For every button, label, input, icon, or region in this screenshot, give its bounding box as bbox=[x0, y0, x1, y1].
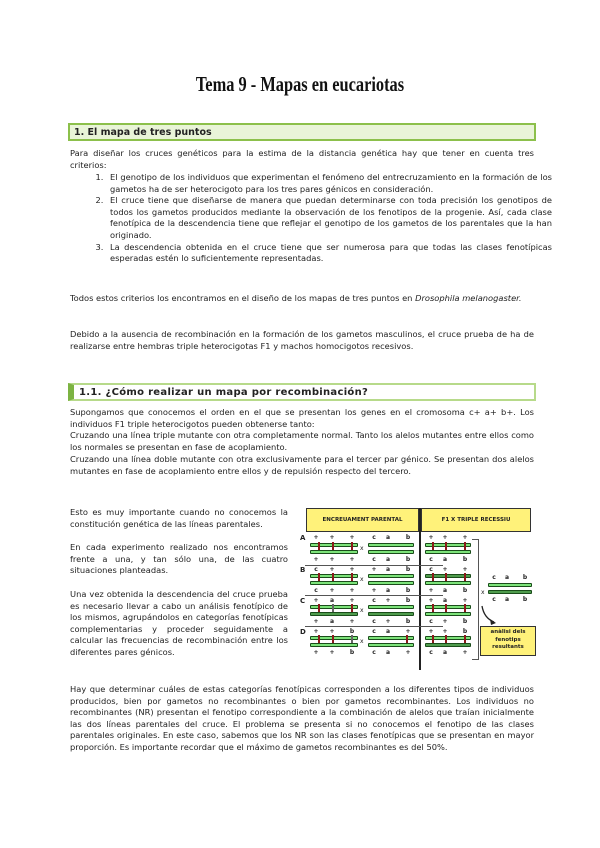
allele-label: c bbox=[429, 618, 433, 625]
allele-label: + bbox=[405, 628, 411, 635]
locus-mark bbox=[332, 542, 334, 550]
species-name: Drosophila melanogaster. bbox=[415, 293, 522, 303]
allele-label: a bbox=[329, 618, 335, 625]
locus-mark bbox=[445, 635, 447, 643]
allele-label: c bbox=[372, 618, 376, 625]
locus-mark bbox=[432, 542, 434, 550]
cross-symbol: x bbox=[481, 589, 485, 596]
section-heading-1-1: 1.1. ¿Cómo realizar un mapa por recombinación? bbox=[68, 383, 536, 401]
allele-label: b bbox=[522, 596, 528, 603]
tester-chromosome bbox=[488, 590, 532, 594]
row-label-d: D bbox=[300, 628, 306, 636]
column-divider bbox=[419, 508, 421, 670]
allele-label: a bbox=[385, 587, 391, 594]
allele-label: a bbox=[385, 628, 391, 635]
allele-label: a bbox=[385, 556, 391, 563]
allele-label: a bbox=[504, 574, 510, 581]
analysis-line: fenotips bbox=[495, 636, 521, 643]
allele-label: a bbox=[385, 534, 391, 541]
final-paragraph: Hay que determinar cuáles de estas categorías fenotípicas corresponden a los diferentes tipos de individuos producidos, bien por gametos no recombinantes o bien por gametos recombinantes. Los individuos no recombinantes (NR) presentan el fenotipo correspondiente a la combinación de alelos que traían inicialmente las dos líneas parentales del cruce. El problema se presenta si no conocemos el fenotipo de las clases parentales originales. En este caso, sabemos que los NR son las clases fenotípicas que se presentan en mayor proporción. Es importante recordar que el máximo de gametos recombinantes es del 50%. bbox=[70, 684, 534, 752]
allele-label: + bbox=[349, 556, 355, 563]
cross-symbol: x bbox=[360, 638, 364, 645]
locus-mark bbox=[351, 542, 353, 550]
chromosome bbox=[425, 643, 471, 647]
drosophila-paragraph bbox=[70, 293, 534, 305]
allele-label: + bbox=[385, 618, 391, 625]
allele-label: + bbox=[442, 566, 448, 573]
allele-label: a bbox=[442, 587, 448, 594]
allele-label: b bbox=[522, 574, 528, 581]
row-label-b: B bbox=[300, 566, 306, 574]
allele-label: + bbox=[349, 597, 355, 604]
allele-label: + bbox=[442, 628, 448, 635]
allele-label: + bbox=[329, 587, 335, 594]
row-label-c: C bbox=[300, 597, 306, 605]
allele-label: + bbox=[313, 649, 319, 656]
allele-label: b bbox=[405, 534, 411, 541]
row-label-a: A bbox=[300, 534, 306, 542]
locus-mark bbox=[432, 604, 434, 612]
section-heading-1: 1. El mapa de tres puntos bbox=[68, 123, 536, 141]
allele-label: + bbox=[349, 534, 355, 541]
locus-mark bbox=[445, 542, 447, 550]
chromosome bbox=[310, 612, 358, 616]
allele-label: b bbox=[462, 628, 468, 635]
locus-mark bbox=[332, 573, 334, 581]
analysis-box bbox=[480, 626, 536, 656]
allele-label: + bbox=[349, 587, 355, 594]
allele-label: + bbox=[428, 587, 434, 594]
allele-label: + bbox=[313, 597, 319, 604]
allele-label: b bbox=[405, 587, 411, 594]
cross-option-2: Cruzando una línea doble mutante con otra exclusivamente para el tercer par génico. Se presentan dos alelos mutantes en fase de acoplamiento entre ellos y de repulsión respecto del tercero. bbox=[70, 454, 534, 476]
allele-label: + bbox=[462, 649, 468, 656]
header-parental-cross: ENCREUAMENT PARENTAL bbox=[306, 508, 419, 532]
locus-mark bbox=[432, 635, 434, 643]
allele-label: + bbox=[428, 534, 434, 541]
chromosome bbox=[368, 605, 414, 609]
locus-mark bbox=[318, 635, 320, 643]
locus-mark bbox=[445, 573, 447, 581]
criterion-item: 3. La descendencia obtenida en el cruce tiene que ser numerosa para que todas las clases fenotípicas esperadas estén lo suficientemente representadas. bbox=[106, 242, 552, 265]
allele-label: c bbox=[372, 556, 376, 563]
allele-label: b bbox=[462, 587, 468, 594]
allele-label: a bbox=[442, 649, 448, 656]
allele-label: b bbox=[405, 597, 411, 604]
allele-label: + bbox=[462, 566, 468, 573]
criterion-item: 2. El cruce tiene que diseñarse de manera que puedan determinarse con toda precisión los genotipos de todos los gametos producidos mediante la observación de los fenotipos de la progenie. Así, cada clase fenotípica de la descendencia tiene que reflejar el genotipo de los gametos de los parentales que la han originado. bbox=[106, 195, 552, 241]
chromosome bbox=[368, 612, 414, 616]
allele-label: c bbox=[372, 649, 376, 656]
allele-label: b bbox=[349, 649, 355, 656]
locus-mark bbox=[318, 573, 320, 581]
drosophila-text: Todos estos criterios los encontramos en el diseño de los mapas de tres puntos en bbox=[70, 293, 416, 303]
allele-label: b bbox=[462, 556, 468, 563]
allele-label: + bbox=[313, 628, 319, 635]
allele-label: c bbox=[429, 556, 433, 563]
allele-label: + bbox=[329, 649, 335, 656]
allele-label: + bbox=[462, 534, 468, 541]
gene-order-paragraph: Supongamos que conocemos el orden en el que se presentan los genes en el cromosoma c+ a+ b+. Los individuos F1 triple heterocigotos pueden obtenerse tanto: bbox=[70, 407, 534, 429]
allele-label: a bbox=[385, 566, 391, 573]
locus-mark bbox=[464, 604, 466, 612]
allele-label: + bbox=[442, 534, 448, 541]
curved-arrow-icon bbox=[480, 604, 500, 626]
allele-label: + bbox=[371, 566, 377, 573]
allele-label: + bbox=[442, 618, 448, 625]
chromosome bbox=[368, 574, 414, 578]
tester-chromosome bbox=[488, 583, 532, 587]
allele-label: + bbox=[349, 618, 355, 625]
header-f1-test-cross: F1 X TRIPLE RECESSIU bbox=[421, 508, 531, 532]
chromosome bbox=[425, 612, 471, 616]
page-title: Tema 9 - Mapas en eucariotas bbox=[195, 72, 405, 96]
allele-label: b bbox=[462, 618, 468, 625]
left-column-para-3: Una vez obtenida la descendencia del cruce prueba es necesario llevar a cabo un análisis fenotípico de los mismos, agrupándolos en categorías fenotípicas complementarias y proceder seguidamente a calcular las frecuencias de recombinación entre los diferentes pares génicos. bbox=[70, 589, 288, 657]
allele-label: c bbox=[492, 596, 496, 603]
chromosome bbox=[368, 550, 414, 554]
allele-label: + bbox=[313, 534, 319, 541]
locus-mark bbox=[351, 604, 353, 612]
allele-label: c bbox=[372, 628, 376, 635]
allele-label: a bbox=[442, 597, 448, 604]
f1-bracket bbox=[472, 539, 479, 660]
locus-mark bbox=[445, 604, 447, 612]
locus-mark bbox=[318, 604, 320, 612]
crossing-diagram bbox=[300, 508, 540, 678]
allele-label: a bbox=[329, 597, 335, 604]
allele-label: + bbox=[428, 628, 434, 635]
locus-mark bbox=[464, 635, 466, 643]
analysis-line: resultants bbox=[492, 644, 524, 650]
cross-symbol: x bbox=[360, 607, 364, 614]
locus-mark bbox=[406, 635, 408, 643]
allele-label: + bbox=[405, 649, 411, 656]
analysis-line: anàlisi dels bbox=[490, 629, 526, 635]
allele-label: a bbox=[385, 649, 391, 656]
allele-label: c bbox=[372, 597, 376, 604]
allele-label: b bbox=[405, 618, 411, 625]
locus-mark bbox=[464, 573, 466, 581]
allele-label: c bbox=[429, 649, 433, 656]
allele-label: + bbox=[313, 556, 319, 563]
allele-label: a bbox=[504, 596, 510, 603]
locus-mark bbox=[318, 542, 320, 550]
allele-label: c bbox=[372, 534, 376, 541]
locus-mark bbox=[464, 542, 466, 550]
criterion-item: 1. El genotipo de los individuos que experimentan el fenómeno del entrecruzamiento en la formación de los gametos ha de ser heterocigoto para los tres pares génicos en consideración. bbox=[106, 172, 552, 195]
allele-label: + bbox=[462, 597, 468, 604]
left-column-para-2: En cada experimento realizado nos encontramos frente a una, y tan sólo una, de las cuatro situaciones planteadas. bbox=[70, 542, 288, 576]
allele-label: c bbox=[314, 566, 318, 573]
recombination-paragraph: Debido a la ausencia de recombinación en la formación de los gametos masculinos, el cruce prueba de ha de realizarse entre hembras triple heterocigotas F1 y machos homocigotos recesivos. bbox=[70, 329, 534, 351]
allele-label: + bbox=[385, 597, 391, 604]
left-column-para-1: Esto es muy importante cuando no conocemos la constitución genética de las líneas parentales. bbox=[70, 507, 288, 529]
cross-option-1: Cruzando una línea triple mutante con otra completamente normal. Tanto los alelos mutantes entre ellos como los normales se presentan en fase de acoplamiento. bbox=[70, 430, 534, 452]
allele-label: c bbox=[492, 574, 496, 581]
intro-paragraph: Para diseñar los cruces genéticos para la estima de la distancia genética hay que tener en cuenta tres criterios: bbox=[70, 148, 534, 170]
allele-label: b bbox=[349, 628, 355, 635]
allele-label: a bbox=[442, 556, 448, 563]
allele-label: + bbox=[329, 556, 335, 563]
allele-label: b bbox=[405, 556, 411, 563]
allele-label: + bbox=[349, 566, 355, 573]
locus-mark bbox=[332, 635, 334, 643]
chromosome bbox=[310, 581, 358, 585]
chromosome bbox=[368, 643, 414, 647]
allele-label: c bbox=[314, 587, 318, 594]
chromosome bbox=[425, 550, 471, 554]
locus-mark bbox=[351, 573, 353, 581]
locus-mark bbox=[351, 635, 353, 643]
cross-symbol: x bbox=[360, 545, 364, 552]
chromosome bbox=[310, 550, 358, 554]
allele-label: + bbox=[329, 534, 335, 541]
allele-label: + bbox=[313, 618, 319, 625]
chromosome bbox=[368, 581, 414, 585]
allele-label: c bbox=[429, 566, 433, 573]
allele-label: + bbox=[329, 628, 335, 635]
allele-label: + bbox=[371, 587, 377, 594]
chromosome bbox=[425, 581, 471, 585]
row-divider bbox=[305, 626, 443, 627]
allele-label: + bbox=[329, 566, 335, 573]
criteria-list bbox=[88, 172, 552, 265]
cross-symbol: x bbox=[360, 576, 364, 583]
allele-label: + bbox=[428, 597, 434, 604]
allele-label: b bbox=[405, 566, 411, 573]
chromosome bbox=[368, 543, 414, 547]
locus-mark bbox=[332, 604, 334, 612]
locus-mark bbox=[432, 573, 434, 581]
row-divider bbox=[305, 595, 443, 596]
chromosome bbox=[310, 643, 358, 647]
